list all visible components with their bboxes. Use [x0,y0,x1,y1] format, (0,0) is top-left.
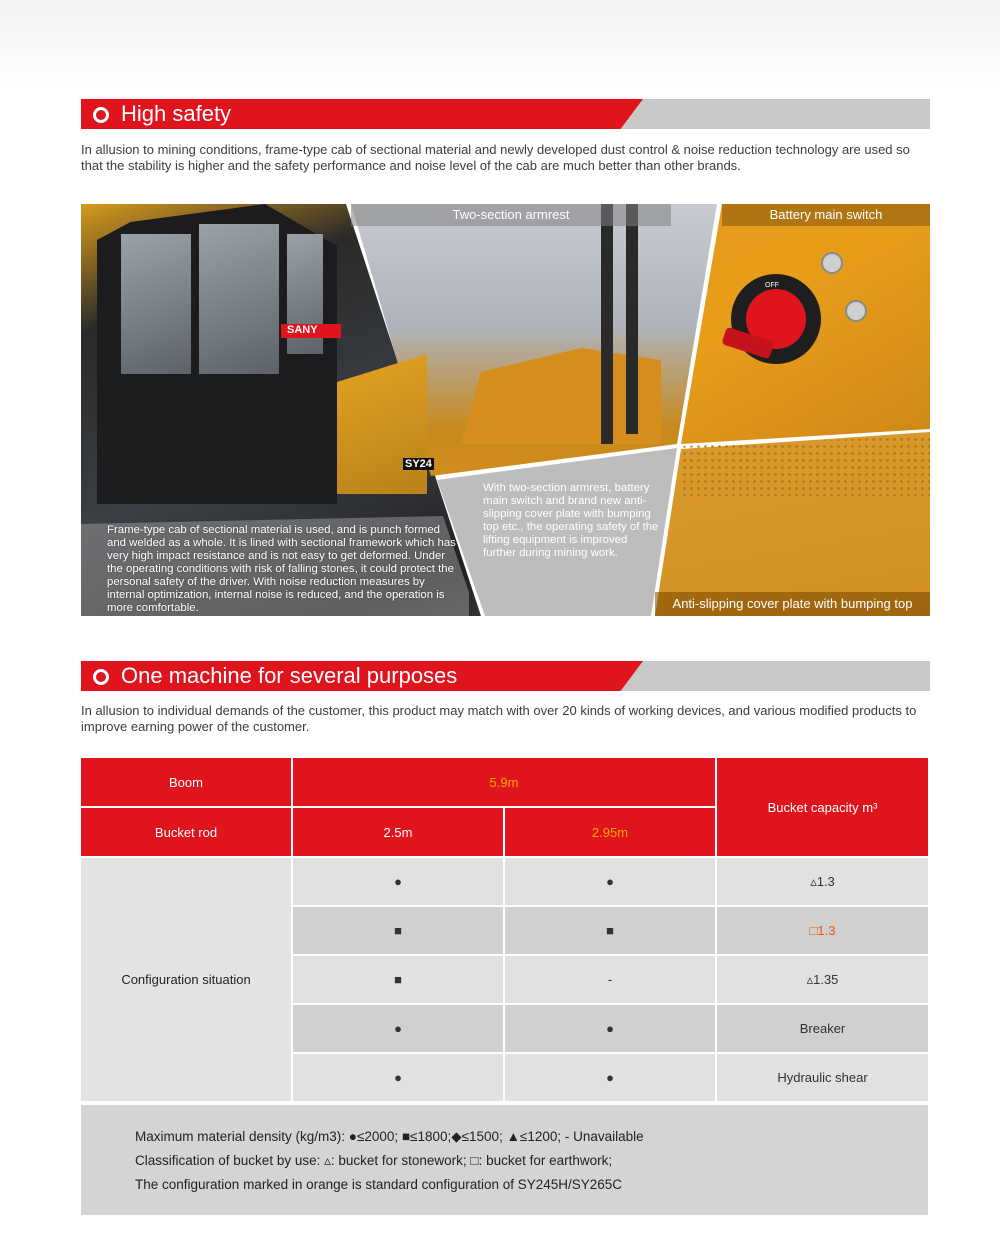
table-cell: ■ [505,907,715,954]
configuration-label: Configuration situation [81,858,291,1101]
caption-battery-switch: Battery main switch [722,204,930,226]
table-cell: ● [293,858,503,905]
table-cell: ● [505,1005,715,1052]
table-cell: - [505,956,715,1003]
bucket-rod-header: Bucket rod [81,808,291,856]
cab-window [121,234,191,374]
caption-anti-slip-plate: Anti-slipping cover plate with bumping top [655,592,930,616]
table-cell: ● [293,1005,503,1052]
section-intro: In allusion to individual demands of the customer, this product may match with over 20 kinds of working devices, and various modified products to improve earning power of the customer. [81,703,917,734]
note-standard-configuration: The configuration marked in orange is standard configuration of SY245H/SY265C [135,1177,623,1192]
configuration-table [79,756,930,1103]
cab-description: Frame-type cab of sectional material is used, and is punch formed and welded as a whole. It is lined with sectional framework which has very high impact resistance and is not easy to get deformed. Under the operating conditions with risk of falling stones, it could protect the personal safety of the driver. With noise reduction measures by internal optimization, internal noise is reduced, and the operation is more comfortable. [107,524,456,614]
bolt-icon [845,300,867,322]
section-header-high-safety [81,99,930,129]
safety-description: With two-section armrest, battery main switch and brand new anti-slipping cover plate with bumping top etc., the operating safety of the lifting equipment is improved further during mining work. [483,482,659,559]
handrail-pipe [601,204,613,444]
note-bucket-classification: Classification of bucket by use: ▵: bucket for stonework; □: bucket for earthwork; [135,1153,613,1168]
rod-length-b: 2.95m [505,808,715,856]
caption-armrest: Two-section armrest [351,204,671,226]
table-cell: ● [293,1054,503,1101]
rod-length-a: 2.5m [293,808,503,856]
boom-header: Boom [81,758,291,806]
table-cell: ▵1.3 [717,858,928,905]
ring-bullet-icon [93,669,109,685]
table-notes [81,1105,928,1215]
table-cell: Hydraulic shear [717,1054,928,1101]
cab-window [199,224,279,374]
table-cell: ● [505,858,715,905]
bump-texture [681,436,930,496]
table-cell: ■ [293,956,503,1003]
bucket-capacity-header: Bucket capacity m³ [717,758,928,856]
section-header-several-purposes [81,661,930,691]
section-title: One machine for several purposes [121,663,458,688]
cab-brand-text: SANY [287,324,318,336]
table-cell: Breaker [717,1005,928,1052]
cab-model-text: SY24 [405,458,432,470]
page-top-fade [0,0,1000,90]
section-intro: In allusion to mining conditions, frame-type cab of sectional material and newly developed dust control & noise reduction technology are used so that the stability is higher and the safety performance and noise level of the cab are much better than other brands. [81,142,910,173]
table-cell: ■ [293,907,503,954]
handrail-pipe [626,204,638,434]
table-cell-standard: □1.3 [717,907,928,954]
table-cell: ● [505,1054,715,1101]
bolt-icon [821,252,843,274]
table-cell: ▵1.35 [717,956,928,1003]
ring-bullet-icon [93,107,109,123]
section-title: High safety [121,101,232,126]
safety-photo-collage [81,204,930,616]
note-density: Maximum material density (kg/m3): ●≤2000; ■≤1800;◆≤1500; ▲≤1200; - Unavailable [135,1129,644,1144]
boom-value: 5.9m [293,758,715,806]
switch-off-label: OFF [765,282,779,289]
